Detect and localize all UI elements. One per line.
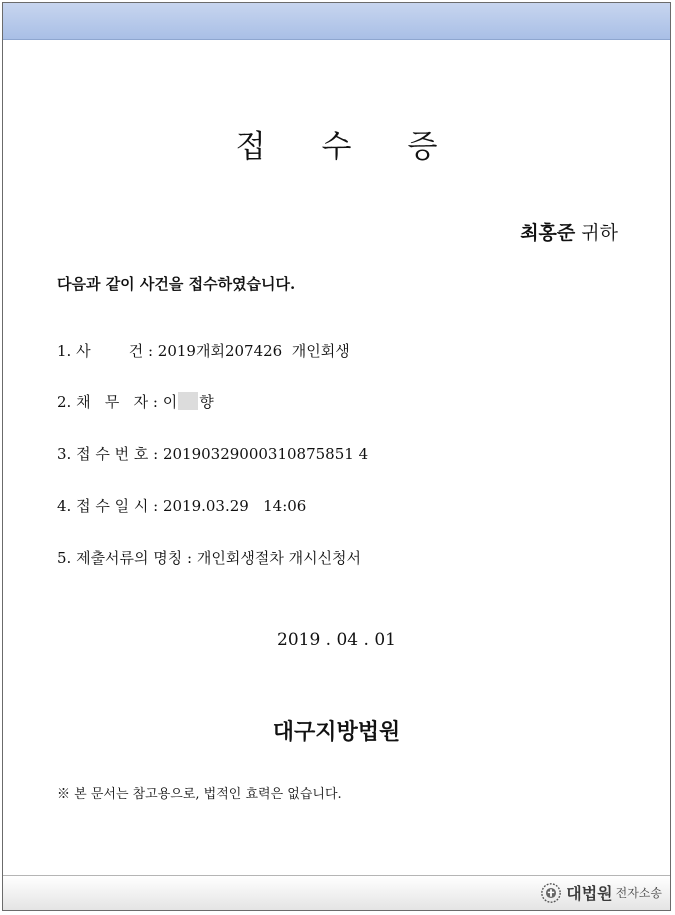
notice-text: ※ 본 문서는 참고용으로, 법적인 효력은 없습니다. <box>57 787 342 802</box>
item-debtor <box>57 391 214 412</box>
recipient-name: 최홍준 <box>520 222 576 244</box>
item-label: 3. 접 수 번 호 : <box>57 445 163 463</box>
ecourt-logo <box>540 881 662 904</box>
item-value: 2019.03.29 14:06 <box>162 497 307 515</box>
item-value: 20190329000310875851 4 <box>162 445 369 463</box>
item-receipt-number <box>57 443 368 464</box>
item-label: 2. 채 무 자 : <box>57 393 163 411</box>
redaction-mask <box>178 392 198 410</box>
intro-text: 다음과 같이 사건을 접수하였습니다. <box>57 275 296 293</box>
item-case <box>57 340 350 361</box>
item-document-name <box>57 547 361 568</box>
item-value: 개인회생절차 개시신청서 <box>196 549 362 567</box>
item-value: 2019개회207426 개인회생 <box>157 342 350 360</box>
recipient-suffix: 귀하 <box>575 222 618 244</box>
title-char: 접 <box>235 129 266 165</box>
court-emblem-icon <box>540 882 562 904</box>
item-value-part: 향 <box>199 393 214 411</box>
court-name: 대구지방법원 <box>272 719 401 745</box>
title-char: 수 <box>321 129 352 165</box>
item-label: 1. 사 건 : <box>57 342 158 360</box>
header-band <box>3 3 670 40</box>
item-label: 4. 접 수 일 시 : <box>57 497 163 515</box>
document-title <box>3 121 670 166</box>
title-char: 증 <box>407 129 438 165</box>
recipient <box>520 218 618 245</box>
footer-band <box>3 875 670 910</box>
logo-main-text: 대법원 <box>566 884 613 903</box>
document-frame <box>2 2 671 911</box>
issue-date: 2019 . 04 . 01 <box>277 630 396 650</box>
item-receipt-datetime <box>57 495 306 516</box>
item-value-part: 이 <box>162 393 178 411</box>
item-label: 5. 제출서류의 명칭 : <box>57 549 197 567</box>
logo-sub-text: 전자소송 <box>615 886 662 900</box>
